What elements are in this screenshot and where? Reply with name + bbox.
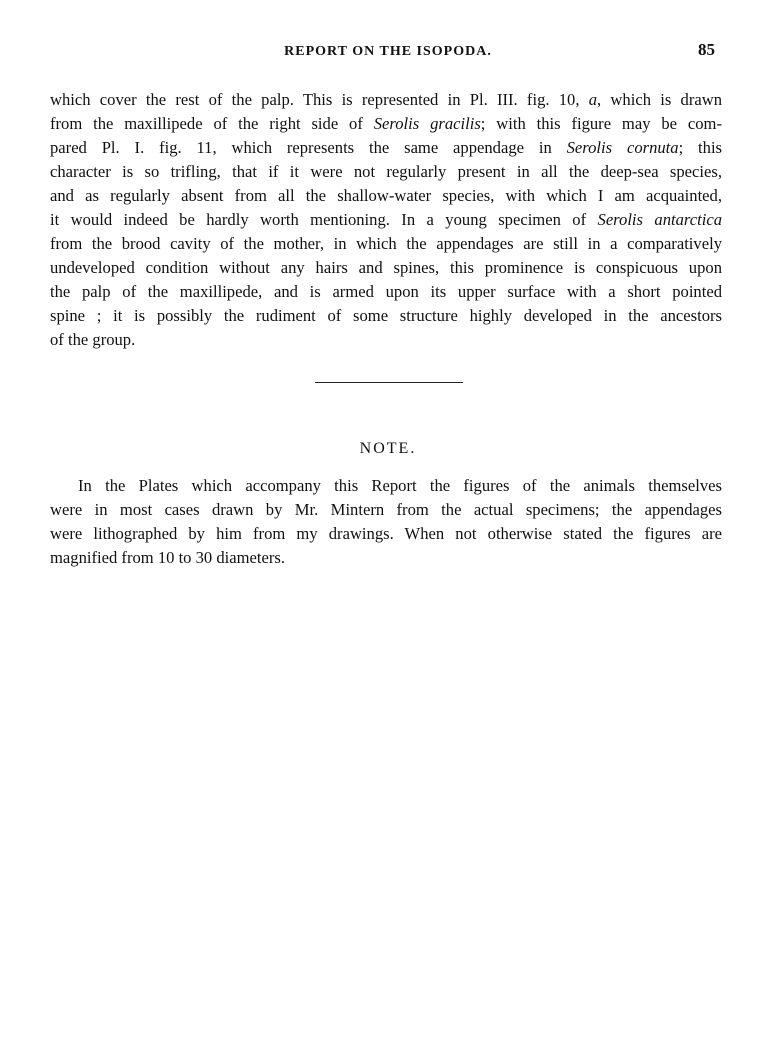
text-line: it would indeed be hardly worth mentioning. In a young specimen of Serolis antarctica: [50, 210, 722, 229]
note-heading: NOTE.: [359, 440, 417, 457]
text-line: and as regularly absent from all the shallow-water species, with which I am acquainted,: [50, 186, 722, 205]
text-line: magnified from 10 to 30 diameters.: [50, 548, 286, 567]
text-line: were lithographed by him from my drawings. When not otherwise stated the figures are: [50, 524, 722, 543]
text-line: which cover the rest of the palp. This is represented in Pl. III. fig. 10, a, which is drawn: [50, 90, 723, 109]
text-line: of the group.: [50, 330, 136, 349]
text-line: undeveloped condition without any hairs and spines, this prominence is conspicuous upon: [50, 258, 722, 277]
note-paragraph: [50, 474, 722, 570]
body-paragraph: [50, 88, 722, 352]
text-line: from the maxillipede of the right side of Serolis gracilis; with this figure may be com-: [50, 114, 722, 133]
text-line: from the brood cavity of the mother, in which the appendages are still in a comparatively: [50, 234, 722, 253]
running-head: REPORT ON THE ISOPODA.: [284, 44, 492, 59]
text-line: In the Plates which accompany this Report the figures of the animals themselves: [78, 476, 722, 495]
text-line: character is so trifling, that if it were not regularly present in all the deep-sea species,: [50, 162, 722, 181]
section-divider: [315, 382, 463, 383]
page-number: 85: [698, 40, 715, 59]
text-line: pared Pl. I. fig. 11, which represents the same appendage in Serolis cornuta; this: [50, 138, 723, 157]
text-line: were in most cases drawn by Mr. Mintern from the actual specimens; the appendages: [50, 500, 722, 519]
text-line: the palp of the maxillipede, and is armed upon its upper surface with a short pointed: [50, 282, 722, 301]
text-line: spine ; it is possibly the rudiment of some structure highly developed in the ancestors: [50, 306, 722, 325]
